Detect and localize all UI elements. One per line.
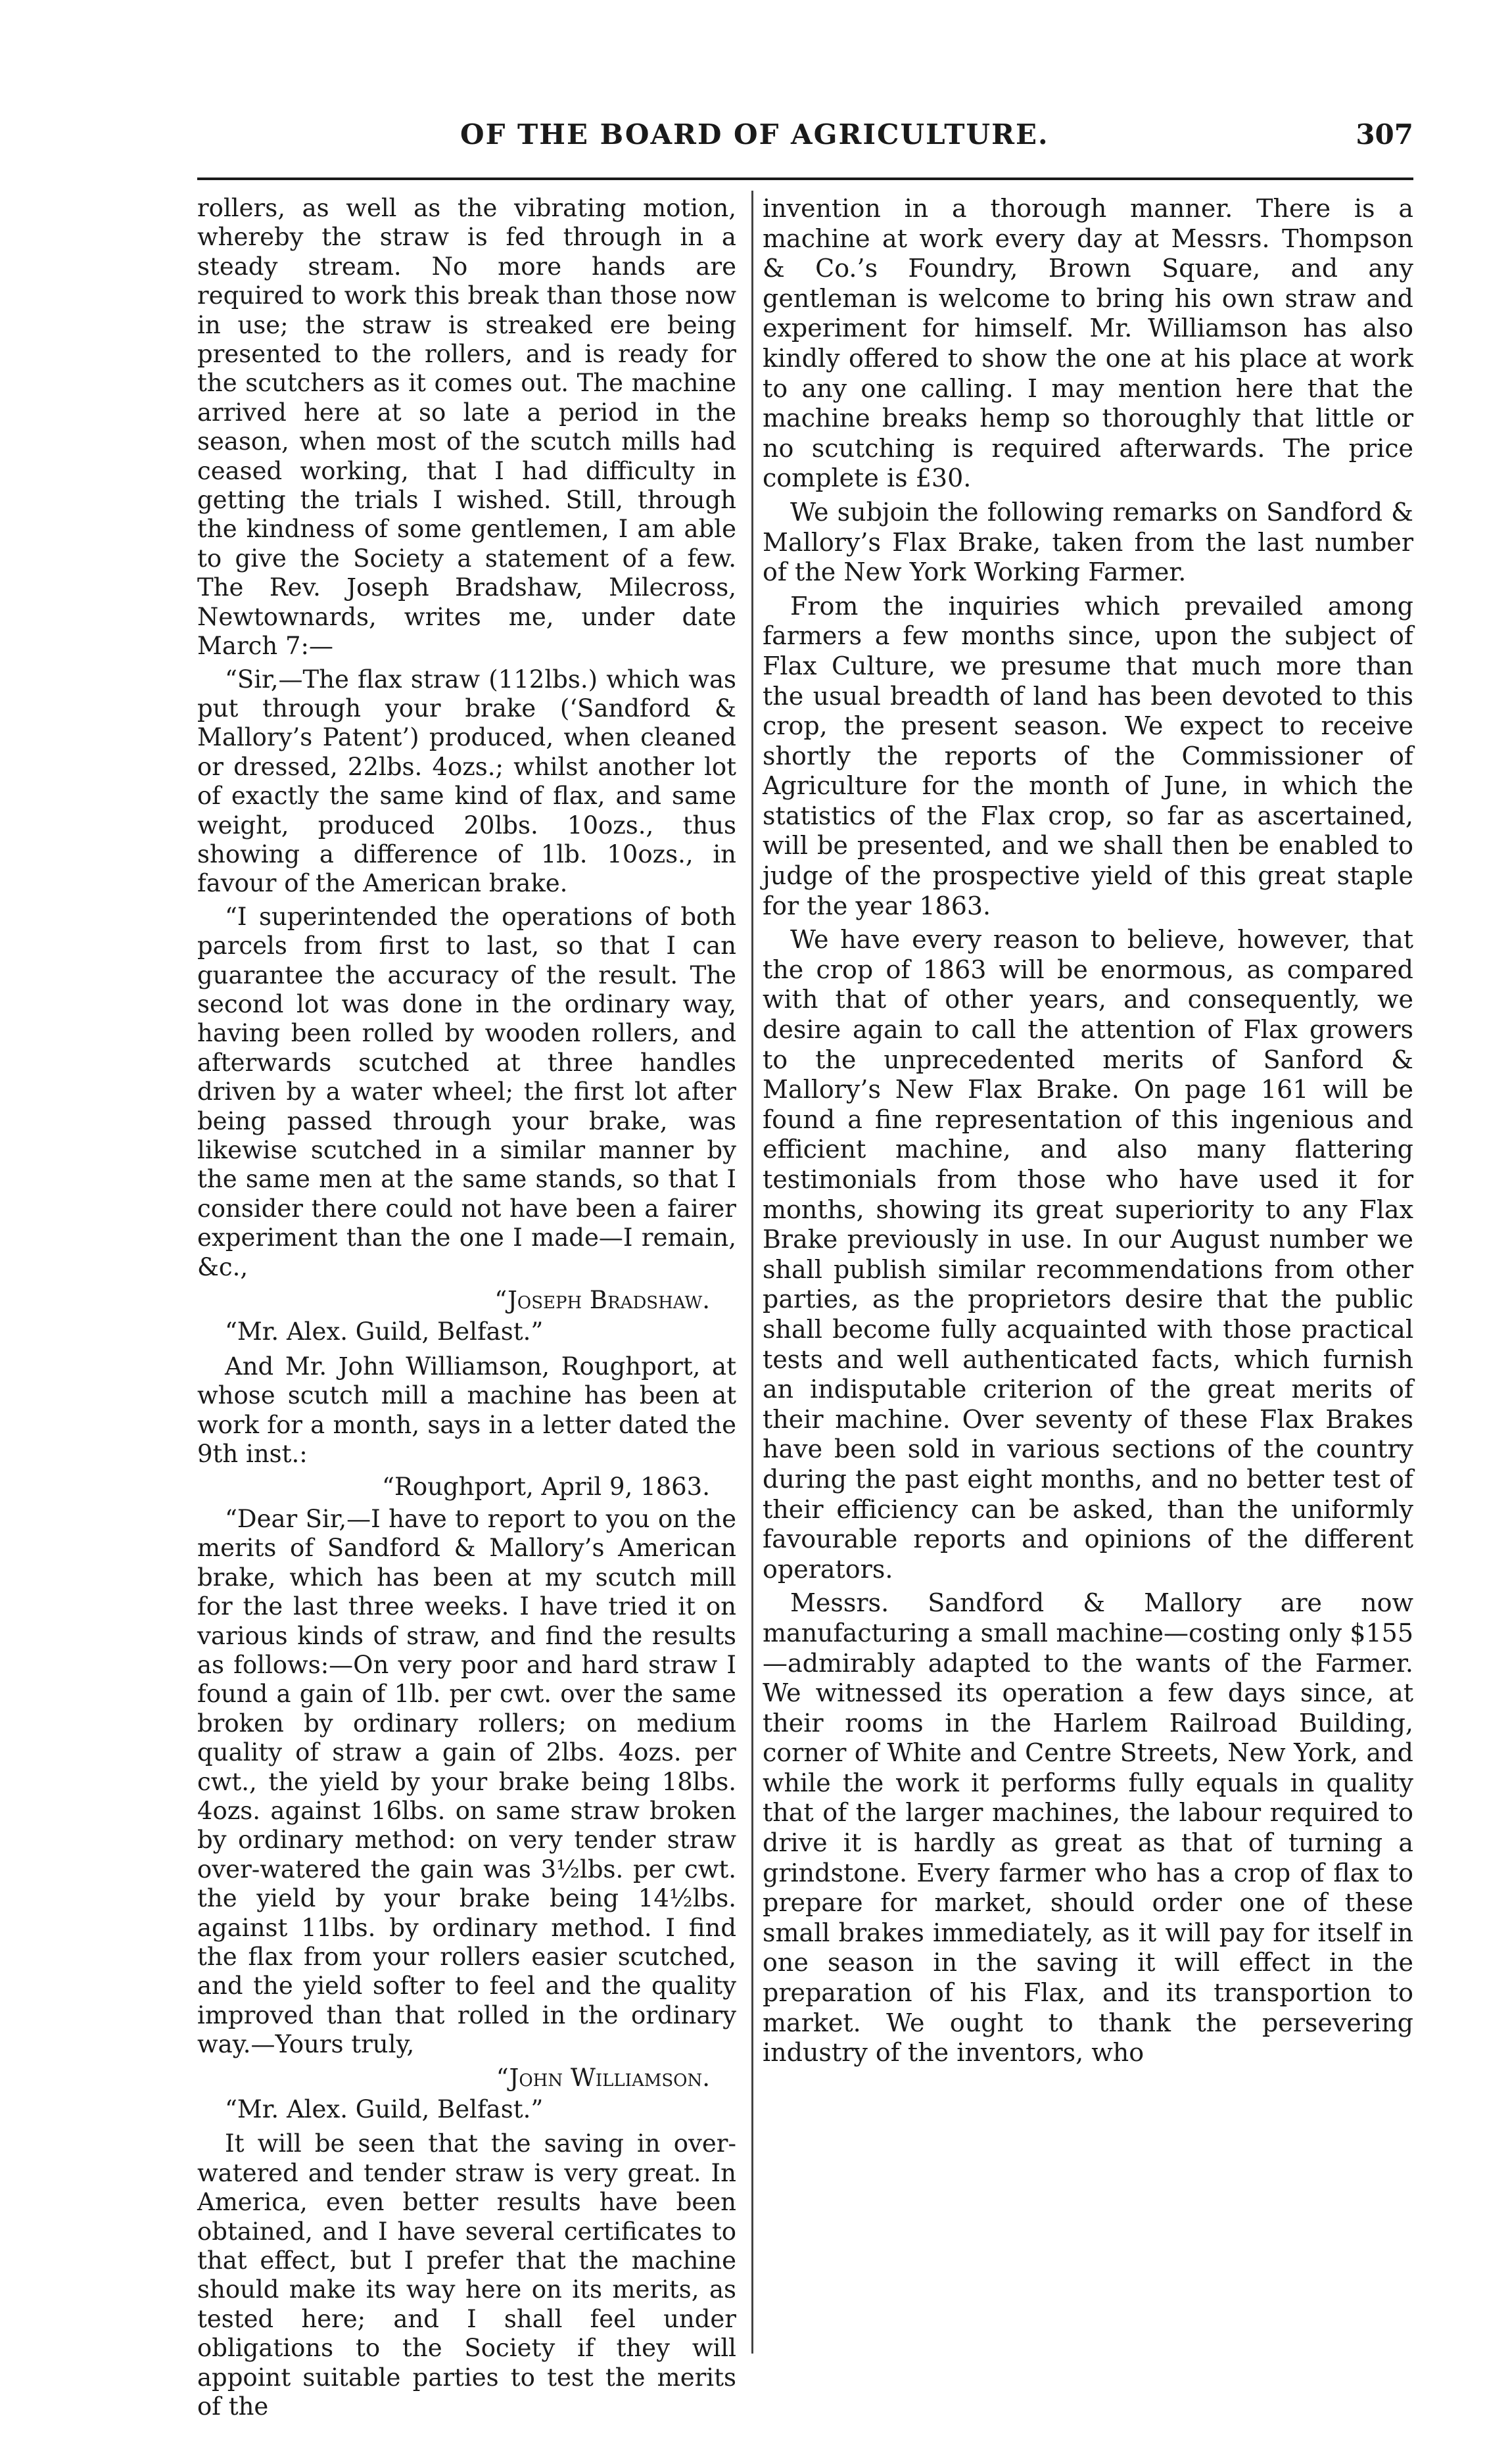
paragraph: We have every reason to believe, however, that the crop of 1863 will be enormous, as compared with that of other years, and consequently, we desire again to call the attention of Flax growers to the unprecedented merits of Sanford & Mallory’s New Flax Brake. On page 161 will be found a fine representation of this ingenious and efficient machine, and also many flattering testimonials from those who have used it for months, showing its great superiority to any Flax Brake previously in use. In our August number we shall publish similar recommendations from other parties, as the proprietors desire that the public shall become fully acquainted with those practical tests and well authenticated facts, which furnish an indisputable criterion of the great merits of their machine. Over seventy of these Flax Brakes have been sold in various sections of the country during the past eight months, and no better test of their efficiency can be asked, than the uniformly favourable reports and opinions of the different operators.: [763, 925, 1413, 1584]
paragraph: “Sir,—The flax straw (112lbs.) which was put through your brake (‘Sandford & Mallory’s Patent’) produced, when cleaned or dressed, 22lbs. 4ozs.; whilst another lot of exactly the same kind of flax, and same weight, produced 20lbs. 10ozs., thus showing a difference of 1lb. 10ozs., in favour of the American brake.: [197, 665, 736, 898]
left-column: [197, 194, 736, 2425]
signature: “Joseph Bradshaw.: [494, 1286, 710, 1315]
right-column: [763, 194, 1413, 2072]
signature: “John Williamson.: [496, 2063, 710, 2092]
address-line: “Mr. Alex. Guild, Belfast.”: [225, 2095, 544, 2123]
page-header: [197, 118, 1413, 164]
paragraph: From the inquiries which prevailed among farmers a few months since, upon the subject of Flax Culture, we presume that much more than the usual breadth of land has been devoted to this crop, the present season. We expect to receive shortly the reports of the Commissioner of Agriculture for the month of June, in which the statistics of the Flax crop, so far as ascertained, will be presented, and we shall then be enabled to judge of the prospective yield of this great staple for the year 1863.: [763, 591, 1413, 920]
paragraph: And Mr. John Williamson, Roughport, at whose scutch mill a machine has been at work for a month, says in a letter dated the 9th inst.:: [197, 1352, 736, 1469]
page-number: 307: [1356, 118, 1413, 151]
dateline: “Roughport, April 9, 1863.: [382, 1473, 710, 1502]
header-rule: [197, 178, 1413, 180]
running-head: OF THE BOARD OF AGRICULTURE.: [460, 118, 1049, 151]
paragraph: We subjoin the following remarks on Sandford & Mallory’s Flax Brake, taken from the last number of the New York Working Farmer.: [763, 497, 1413, 587]
paragraph: “Dear Sir,—I have to report to you on the merits of Sandford & Mallory’s American brake, which has been at my scutch mill for the last three weeks. I have tried it on various kinds of straw, and find the results as follows:—On very poor and hard straw I found a gain of 1lb. per cwt. over the same broken by ordinary rollers; on medium quality of straw a gain of 2lbs. 4ozs. per cwt., the yield by your brake being 18lbs. 4ozs. against 16lbs. on same straw broken by ordinary method: on very tender straw over-watered the gain was 3½lbs. per cwt. the yield by your brake being 14½lbs. against 11lbs. by ordinary method. I find the flax from your rollers easier scutched, and the yield softer to feel and the quality improved than that rolled in the ordinary way.—Yours truly,: [197, 1504, 736, 2059]
paragraph: Messrs. Sandford & Mallory are now manufacturing a small machine—costing only $155—admirably adapted to the wants of the Farmer. We witnessed its operation a few days since, at their rooms in the Harlem Railroad Building, corner of White and Centre Streets, New York, and while the work it performs fully equals in quality that of the larger machines, the labour required to drive it is hardly as great as that of turning a grindstone. Every farmer who has a crop of flax to prepare for market, should order one of these small brakes immediately, as it will pay for itself in one season in the saving it will effect in the preparation of his Flax, and its transportion to market. We ought to thank the persevering industry of the inventors, who: [763, 1588, 1413, 2068]
paragraph: “I superintended the operations of both parcels from first to last, so that I can guarantee the accuracy of the result. The second lot was done in the ordinary way, having been rolled by wooden rollers, and afterwards scutched at three handles driven by a water wheel; the first lot after being passed through your brake, was likewise scutched in a similar manner by the same men at the same stands, so that I consider there could not have been a fairer experiment than the one I made—I remain, &c.,: [197, 902, 736, 1281]
paragraph: invention in a thorough manner. There is a machine at work every day at Messrs. Thompson & Co.’s Foundry, Brown Square, and any gentleman is welcome to bring his own straw and experiment for himself. Mr. Williamson has also kindly offered to show the one at his place at work to any one calling. I may mention here that the machine breaks hemp so thoroughly that little or no scutching is required afterwards. The price complete is £30.: [763, 194, 1413, 493]
paragraph: It will be seen that the saving in over-watered and tender straw is very great. In America, even better results have been obtained, and I have several certificates to that effect, but I prefer that the machine should make its way here on its merits, as tested here; and I shall feel under obligations to the Society if they will appoint suitable parties to test the merits of the: [197, 2129, 736, 2421]
paragraph: rollers, as well as the vibrating motion, whereby the straw is fed through in a steady stream. No more hands are required to work this break than those now in use; the straw is streaked ere being presented to the rollers, and is ready for the scutchers as it comes out. The machine arrived here at so late a period in the season, when most of the scutch mills had ceased working, that I had difficulty in getting the trials I wished. Still, through the kindness of some gentlemen, I am able to give the Society a statement of a few. The Rev. Joseph Bradshaw, Milecross, Newtownards, writes me, under date March 7:—: [197, 194, 736, 661]
column-divider: [751, 191, 753, 2354]
address-line: “Mr. Alex. Guild, Belfast.”: [225, 1317, 544, 1346]
